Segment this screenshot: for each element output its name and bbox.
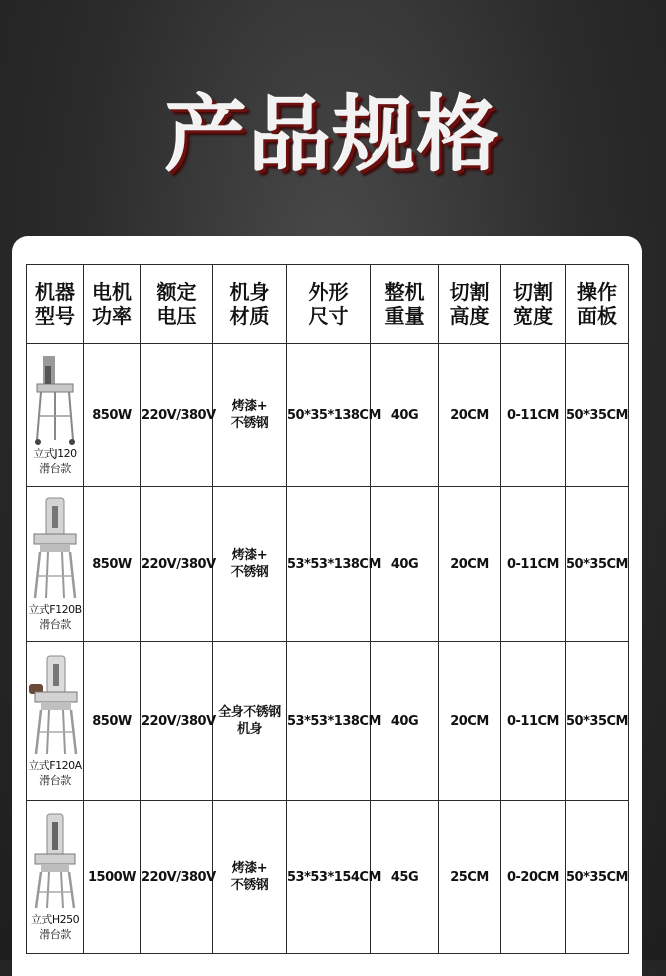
- model-variant: 滑台款: [39, 618, 71, 631]
- spec-card: [12, 236, 642, 976]
- cell-cut-width: 0-20CM: [501, 801, 566, 954]
- cell-power: 850W: [84, 487, 141, 642]
- model-variant: 滑台款: [39, 774, 71, 787]
- cell-cut-height: 20CM: [439, 642, 501, 801]
- model-variant: 滑台款: [39, 462, 71, 475]
- cell-panel: 50*35CM: [566, 487, 629, 642]
- cell-material: 烤漆+ 不锈钢: [213, 344, 287, 487]
- page-title: 产品规格: [164, 88, 501, 183]
- cell-model: [27, 801, 84, 954]
- cell-panel: 50*35CM: [566, 801, 629, 954]
- header-weight: 整机 重量: [371, 265, 439, 344]
- table-row: [27, 801, 629, 954]
- cell-cut-height: 20CM: [439, 344, 501, 487]
- model-name: 立式F120B: [28, 603, 82, 616]
- header-size: 外形 尺寸: [287, 265, 371, 344]
- cell-power: 850W: [84, 344, 141, 487]
- table-row: [27, 487, 629, 642]
- cell-model: [27, 642, 84, 801]
- cell-weight: 40G: [371, 344, 439, 487]
- bandsaw-machine-icon: [31, 812, 79, 912]
- cell-size: 53*53*138CM: [287, 642, 371, 801]
- cell-size: 53*53*138CM: [287, 487, 371, 642]
- cell-power: 850W: [84, 642, 141, 801]
- cell-weight: 40G: [371, 487, 439, 642]
- cell-material: 烤漆+ 不锈钢: [213, 487, 287, 642]
- cell-panel: 50*35CM: [566, 344, 629, 487]
- cell-voltage: 220V/380V: [141, 801, 213, 954]
- spec-table: [26, 264, 629, 954]
- cell-cut-width: 0-11CM: [501, 487, 566, 642]
- header-voltage: 额定 电压: [141, 265, 213, 344]
- table-row: [27, 344, 629, 487]
- cell-model: [27, 344, 84, 487]
- table-header-row: [27, 265, 629, 344]
- cell-material: 烤漆+ 不锈钢: [213, 801, 287, 954]
- model-name: 立式H250: [30, 913, 80, 926]
- header-cut-height: 切割 高度: [439, 265, 501, 344]
- header-model: 机器 型号: [27, 265, 84, 344]
- cell-weight: 40G: [371, 642, 439, 801]
- bandsaw-machine-icon: [29, 654, 81, 758]
- header-panel: 操作 面板: [566, 265, 629, 344]
- cell-voltage: 220V/380V: [141, 642, 213, 801]
- cell-material: 全身不锈钢 机身: [213, 642, 287, 801]
- cell-power: 1500W: [84, 801, 141, 954]
- cell-panel: 50*35CM: [566, 642, 629, 801]
- cell-model: [27, 487, 84, 642]
- header-power: 电机 功率: [84, 265, 141, 344]
- bandsaw-machine-icon: [30, 496, 80, 602]
- cell-voltage: 220V/380V: [141, 487, 213, 642]
- cell-size: 50*35*138CM: [287, 344, 371, 487]
- cell-cut-width: 0-11CM: [501, 344, 566, 487]
- table-row: [27, 642, 629, 801]
- cell-cut-height: 20CM: [439, 487, 501, 642]
- header-material: 机身 材质: [213, 265, 287, 344]
- cell-voltage: 220V/380V: [141, 344, 213, 487]
- cell-cut-height: 25CM: [439, 801, 501, 954]
- model-name: 立式J120: [33, 447, 77, 460]
- bandsaw-machine-icon: [33, 354, 77, 446]
- cell-size: 53*53*154CM: [287, 801, 371, 954]
- header-cut-width: 切割 宽度: [501, 265, 566, 344]
- model-variant: 滑台款: [39, 928, 71, 941]
- model-name: 立式F120A: [28, 759, 82, 772]
- cell-weight: 45G: [371, 801, 439, 954]
- cell-cut-width: 0-11CM: [501, 642, 566, 801]
